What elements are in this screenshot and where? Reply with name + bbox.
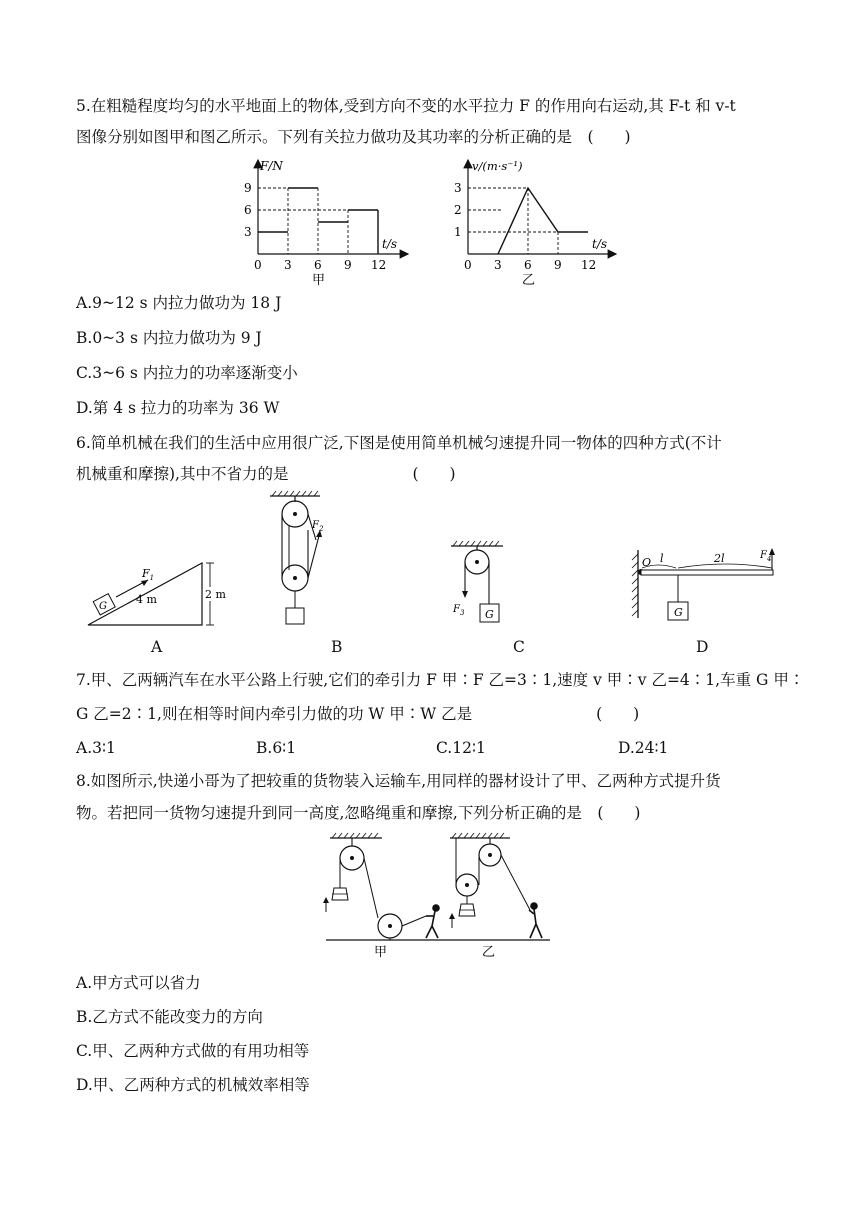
- q6-caption-b: B: [331, 638, 343, 656]
- q6-c-weight-label: G: [485, 608, 494, 621]
- q6-c-force-sub: 3: [459, 609, 465, 617]
- q8-right-worker: [529, 903, 542, 938]
- q6-caption-c: C: [513, 638, 525, 656]
- q5-option-d: D.第 4 s 拉力的功率为 36 W: [76, 399, 280, 417]
- q8-option-d: D.甲、乙两种方式的机械效率相等: [76, 1076, 310, 1094]
- q7-option-c: C.12∶1: [436, 739, 486, 757]
- q8-stem-line2: 物。若把同一货物匀速提升到同一高度,忽略绳重和摩擦,下列分析正确的是 ( ): [76, 804, 641, 822]
- q6-d-bar: [641, 570, 773, 575]
- q5-right-caption: 乙: [522, 273, 536, 288]
- q8-left-worker: [426, 905, 439, 938]
- q5-option-b: B.0~3 s 内拉力做功为 9 J: [76, 329, 262, 347]
- q5-right-xtick: 9: [554, 258, 562, 272]
- q7-option-b: B.6∶1: [256, 739, 297, 757]
- q6-a-force-label: F: [142, 567, 150, 580]
- q6-caption-d: D: [696, 638, 709, 656]
- q5-left-ytick: 3: [244, 225, 252, 239]
- q8-stem-line1: 8.如图所示,快递小哥为了把较重的货物装入运输车,用同样的器材设计了甲、乙两种方式提升货: [76, 772, 721, 790]
- q5-left-xtick: 0: [254, 258, 262, 272]
- q6-a-weight-label: G: [99, 601, 107, 612]
- q5-right-xtick: 12: [581, 258, 597, 272]
- q5-left-ytick: 9: [244, 181, 252, 195]
- q8-caption-left: 甲: [374, 945, 388, 960]
- q5-right-xtick: 6: [524, 258, 532, 272]
- q5-left-xtick: 12: [371, 258, 387, 272]
- q8-option-c: C.甲、乙两种方式做的有用功相等: [76, 1042, 310, 1060]
- svg-text:F3: [452, 604, 465, 617]
- q5-right-ytick: 1: [454, 225, 462, 239]
- q5-left-caption: 甲: [312, 273, 326, 288]
- q5-right-ytick: 2: [454, 203, 462, 217]
- q5-stem-line1: 5.在粗糙程度均匀的水平地面上的物体,受到方向不变的水平拉力 F 的作用向右运动,其 F-t 和 v-t: [76, 97, 736, 115]
- q6-d-l1-label: l: [660, 552, 664, 565]
- q8-caption-right: 乙: [482, 945, 496, 960]
- q6-a-height-label: 2 m: [205, 588, 226, 601]
- q5-stem-line2: 图像分别如图甲和图乙所示。下列有关拉力做功及其功率的分析正确的是 ( ): [76, 128, 631, 146]
- q6-a-force-sub: 1: [149, 574, 155, 582]
- q6-b-force-label: F: [312, 520, 319, 531]
- q6-c-force-label: F: [453, 604, 460, 615]
- q6-figure-d-lever: [626, 546, 786, 626]
- q5-left-xtick: 3: [284, 258, 292, 272]
- q5-graph-force-time: [240, 156, 415, 288]
- q7-option-d: D.24∶1: [618, 739, 669, 757]
- q5-right-ylabel: v/(m·s⁻¹): [472, 159, 523, 173]
- q8-option-b: B.乙方式不能改变力的方向: [76, 1008, 263, 1026]
- q6-figure-a-incline: [84, 555, 234, 630]
- q5-left-xlabel: t/s: [382, 237, 398, 251]
- q5-graph-velocity-time: [450, 156, 622, 288]
- q6-b-load: [286, 608, 304, 624]
- q5-option-a: A.9~12 s 内拉力做功为 18 J: [76, 294, 282, 312]
- q6-b-force-sub: 2: [318, 525, 324, 533]
- q5-left-xtick: 9: [344, 258, 352, 272]
- q5-left-ytick: 6: [244, 203, 252, 217]
- q6-d-force-label: F: [760, 550, 767, 561]
- q5-right-xtick: 3: [494, 258, 502, 272]
- q5-left-xtick: 6: [314, 258, 322, 272]
- q6-d-l2-label: 2l: [714, 552, 725, 565]
- svg-text:F4: [759, 550, 771, 563]
- q8-option-a: A.甲方式可以省力: [76, 974, 201, 992]
- q5-left-ylabel: F/N: [260, 159, 283, 173]
- q5-option-c: C.3~6 s 内拉力的功率逐渐变小: [76, 364, 298, 382]
- q5-right-ytick: 3: [454, 181, 462, 195]
- q7-stem-line1: 7.甲、乙两辆汽车在水平公路上行驶,它们的牵引力 F 甲∶F 乙=3∶1,速度 v 甲∶v 乙=4∶1,车重 G 甲∶: [76, 671, 805, 689]
- svg-text:F1: [141, 567, 154, 582]
- q6-a-length-label: 4 m: [136, 593, 157, 606]
- q6-d-force-arrow: [769, 548, 775, 555]
- q6-d-pivot-label: O: [642, 556, 652, 569]
- q6-stem-line2: 机械重和摩擦),其中不省力的是 ( ): [76, 465, 456, 483]
- q5-right-xtick: 0: [464, 258, 472, 272]
- q5-right-xlabel: t/s: [592, 237, 608, 251]
- q6-d-force-sub: 4: [766, 555, 772, 563]
- q6-d-weight-label: G: [674, 606, 683, 619]
- q7-stem-line2: G 乙=2∶1,则在相等时间内牵引力做的功 W 甲∶W 乙是 ( ): [76, 705, 640, 723]
- q8-figure-pulley-methods: [322, 830, 554, 960]
- q6-figure-b-pulley-block: [262, 490, 342, 626]
- q6-stem-line1: 6.简单机械在我们的生活中应用很广泛,下图是使用简单机械匀速提升同一物体的四种方式(不计: [76, 434, 722, 452]
- q7-option-a: A.3∶1: [76, 739, 116, 757]
- q5-velocity-line: [498, 188, 588, 254]
- q6-figure-c-fixed-pulley: [447, 540, 509, 626]
- q6-caption-a: A: [151, 638, 163, 656]
